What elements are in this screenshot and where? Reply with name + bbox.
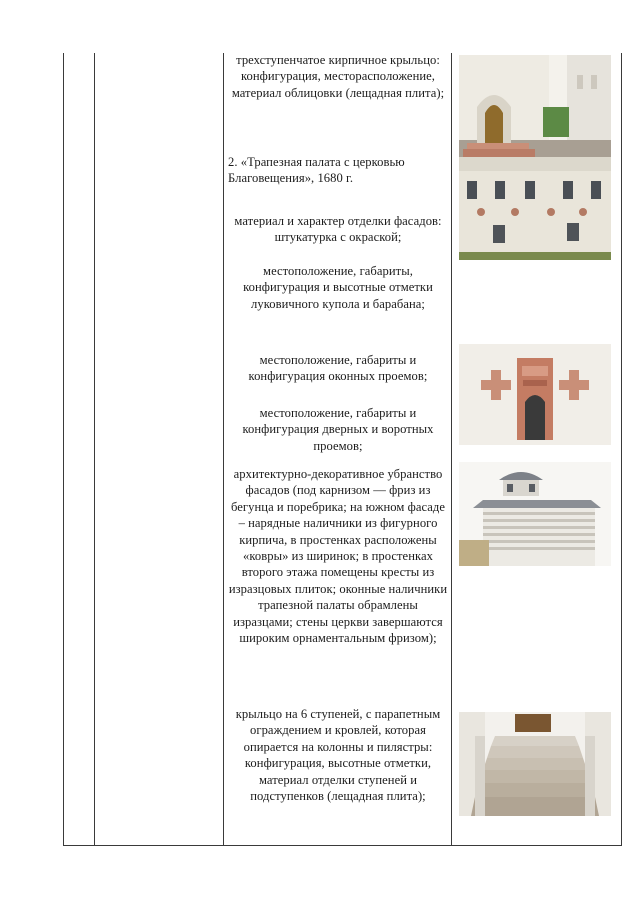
photo-dome-frieze [459,462,611,566]
object-heading-refectory: 2. «Трапезная палата с церковью Благовещения», 1680 г. [228,155,405,186]
paragraph-decor: архитектурно-декоративное убранство фасадов (под карнизом — фриз из бегунца и поребрика; на южном фасаде – нарядные наличники из фигурного кирпича, в простенках расположены «ковры» из ширинок; в простенках второго этажа помещены кресты из изразцовых плиток; оконные наличники трапезной палаты обрамлены изразцами; стены церкви завершаются широким орнаментальным фризом); [228,467,448,646]
paragraph-onion-dome: местоположение, габариты, конфигурация и высотные отметки луковичного купола и барабана; [243,264,433,311]
photo-porch-entrance [459,55,611,157]
table-border-bottom [63,845,622,846]
table-column-divider-3 [451,53,452,846]
paragraph-facade-finish: материал и характер отделки фасадов: штукатурка с окраской; [234,214,442,245]
paragraph-porch-6-steps: крыльцо на 6 ступеней, с парапетным ограждением и кровлей, которая опирается на колонны и пилястры: конфигурация, высотные отметки, материал отделки ступеней и подступенков (лещадная плита); [235,707,441,804]
paragraph-door-openings: местоположение, габариты и конфигурация дверных и воротных проемов; [242,406,434,453]
table-column-divider-1 [94,53,95,846]
photo-porch-steps [459,712,611,816]
photo-refectory-facade [459,157,611,260]
table-border-left [63,53,64,846]
paragraph-window-openings: местоположение, габариты и конфигурация оконных проемов; [248,353,428,384]
paragraph-porch-3-steps: трехступенчатое кирпичное крыльцо: конфигурация, месторасположение, материал облицовки (лещадная плита); [231,53,445,100]
photo-window-decor [459,344,611,445]
table-column-divider-2 [223,53,224,846]
table-border-right [621,53,622,846]
